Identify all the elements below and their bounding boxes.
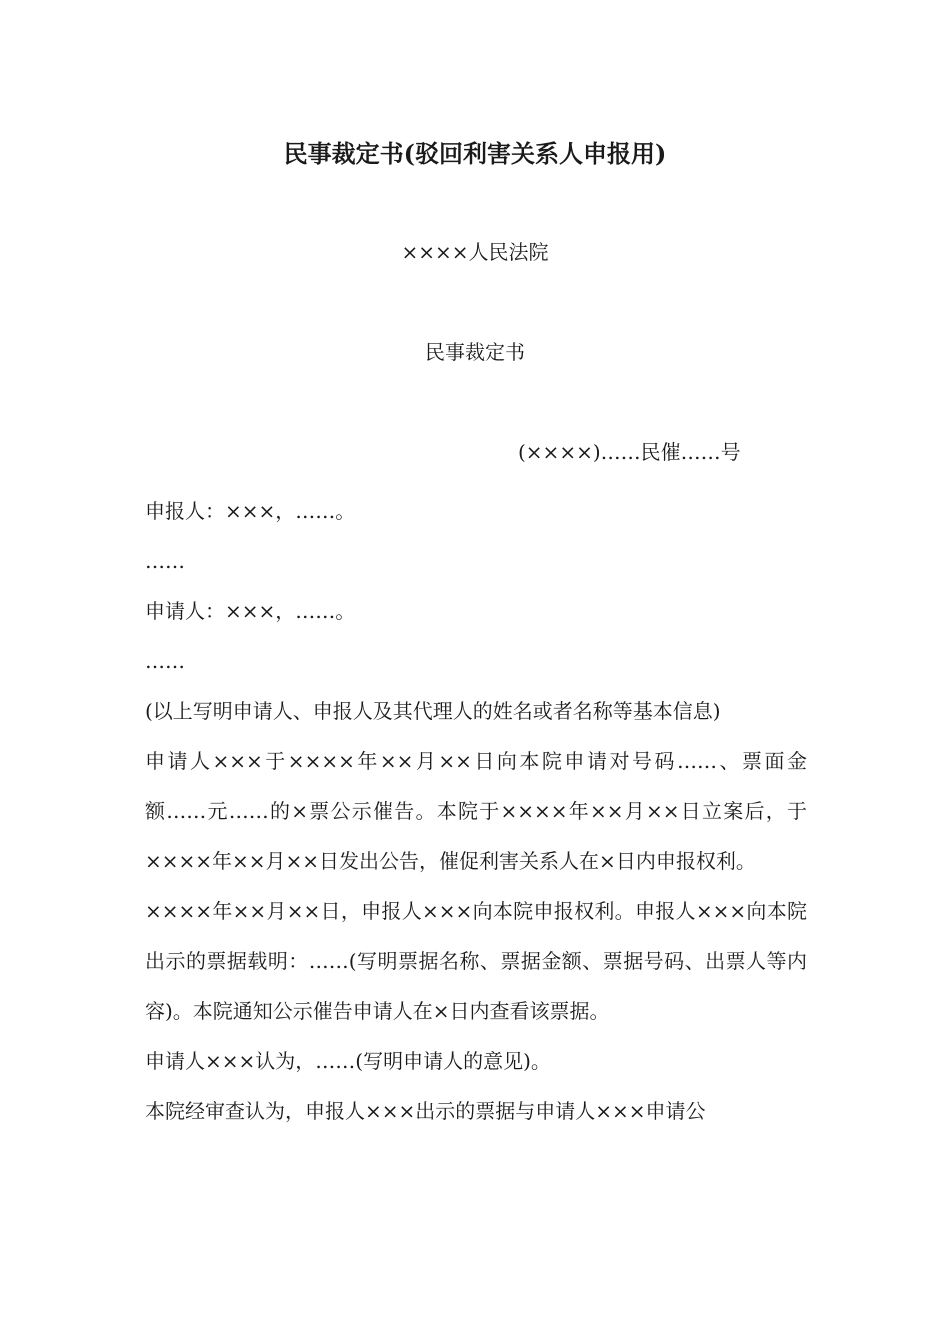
- paragraph-ellipsis: ……: [145, 649, 185, 673]
- paragraph-parties-note: (以上写明申请人、申报人及其代理人的姓名或者名称等基本信息): [145, 699, 721, 723]
- paragraph-court-review: 本院经审查认为，申报人×××出示的票据与申请人×××申请公: [145, 1099, 706, 1123]
- paragraph-application-facts: 申请人×××于××××年××月××日向本院申请对号码……、票面金额……元……的×票公示催告。本院于××××年××月××日立案后，于××××年××月××日发出公告，催促利害关系人在×日内申报权利。: [145, 749, 807, 873]
- paragraph-declaration-facts: ××××年××月××日，申报人×××向本院申报权利。申报人×××向本院出示的票据载明：……(写明票据名称、票据金额、票据号码、出票人等内容)。本院通知公示催告申请人在×日内查看该票据。: [145, 899, 807, 1023]
- paragraph-applicant: 申请人：×××，……。: [145, 599, 356, 623]
- paragraph-applicant-opinion: 申请人×××认为，……(写明申请人的意见)。: [145, 1049, 551, 1073]
- paragraph-ellipsis: ……: [145, 549, 185, 573]
- ruling-heading: 民事裁定书: [425, 340, 525, 364]
- court-name: ××××人民法院: [401, 240, 549, 264]
- case-number: (××××)……民催……号: [518, 440, 741, 464]
- document-body: [145, 486, 807, 1136]
- paragraph-declarant: 申报人：×××，……。: [145, 499, 356, 523]
- document-title: 民事裁定书(驳回利害关系人申报用): [283, 139, 667, 168]
